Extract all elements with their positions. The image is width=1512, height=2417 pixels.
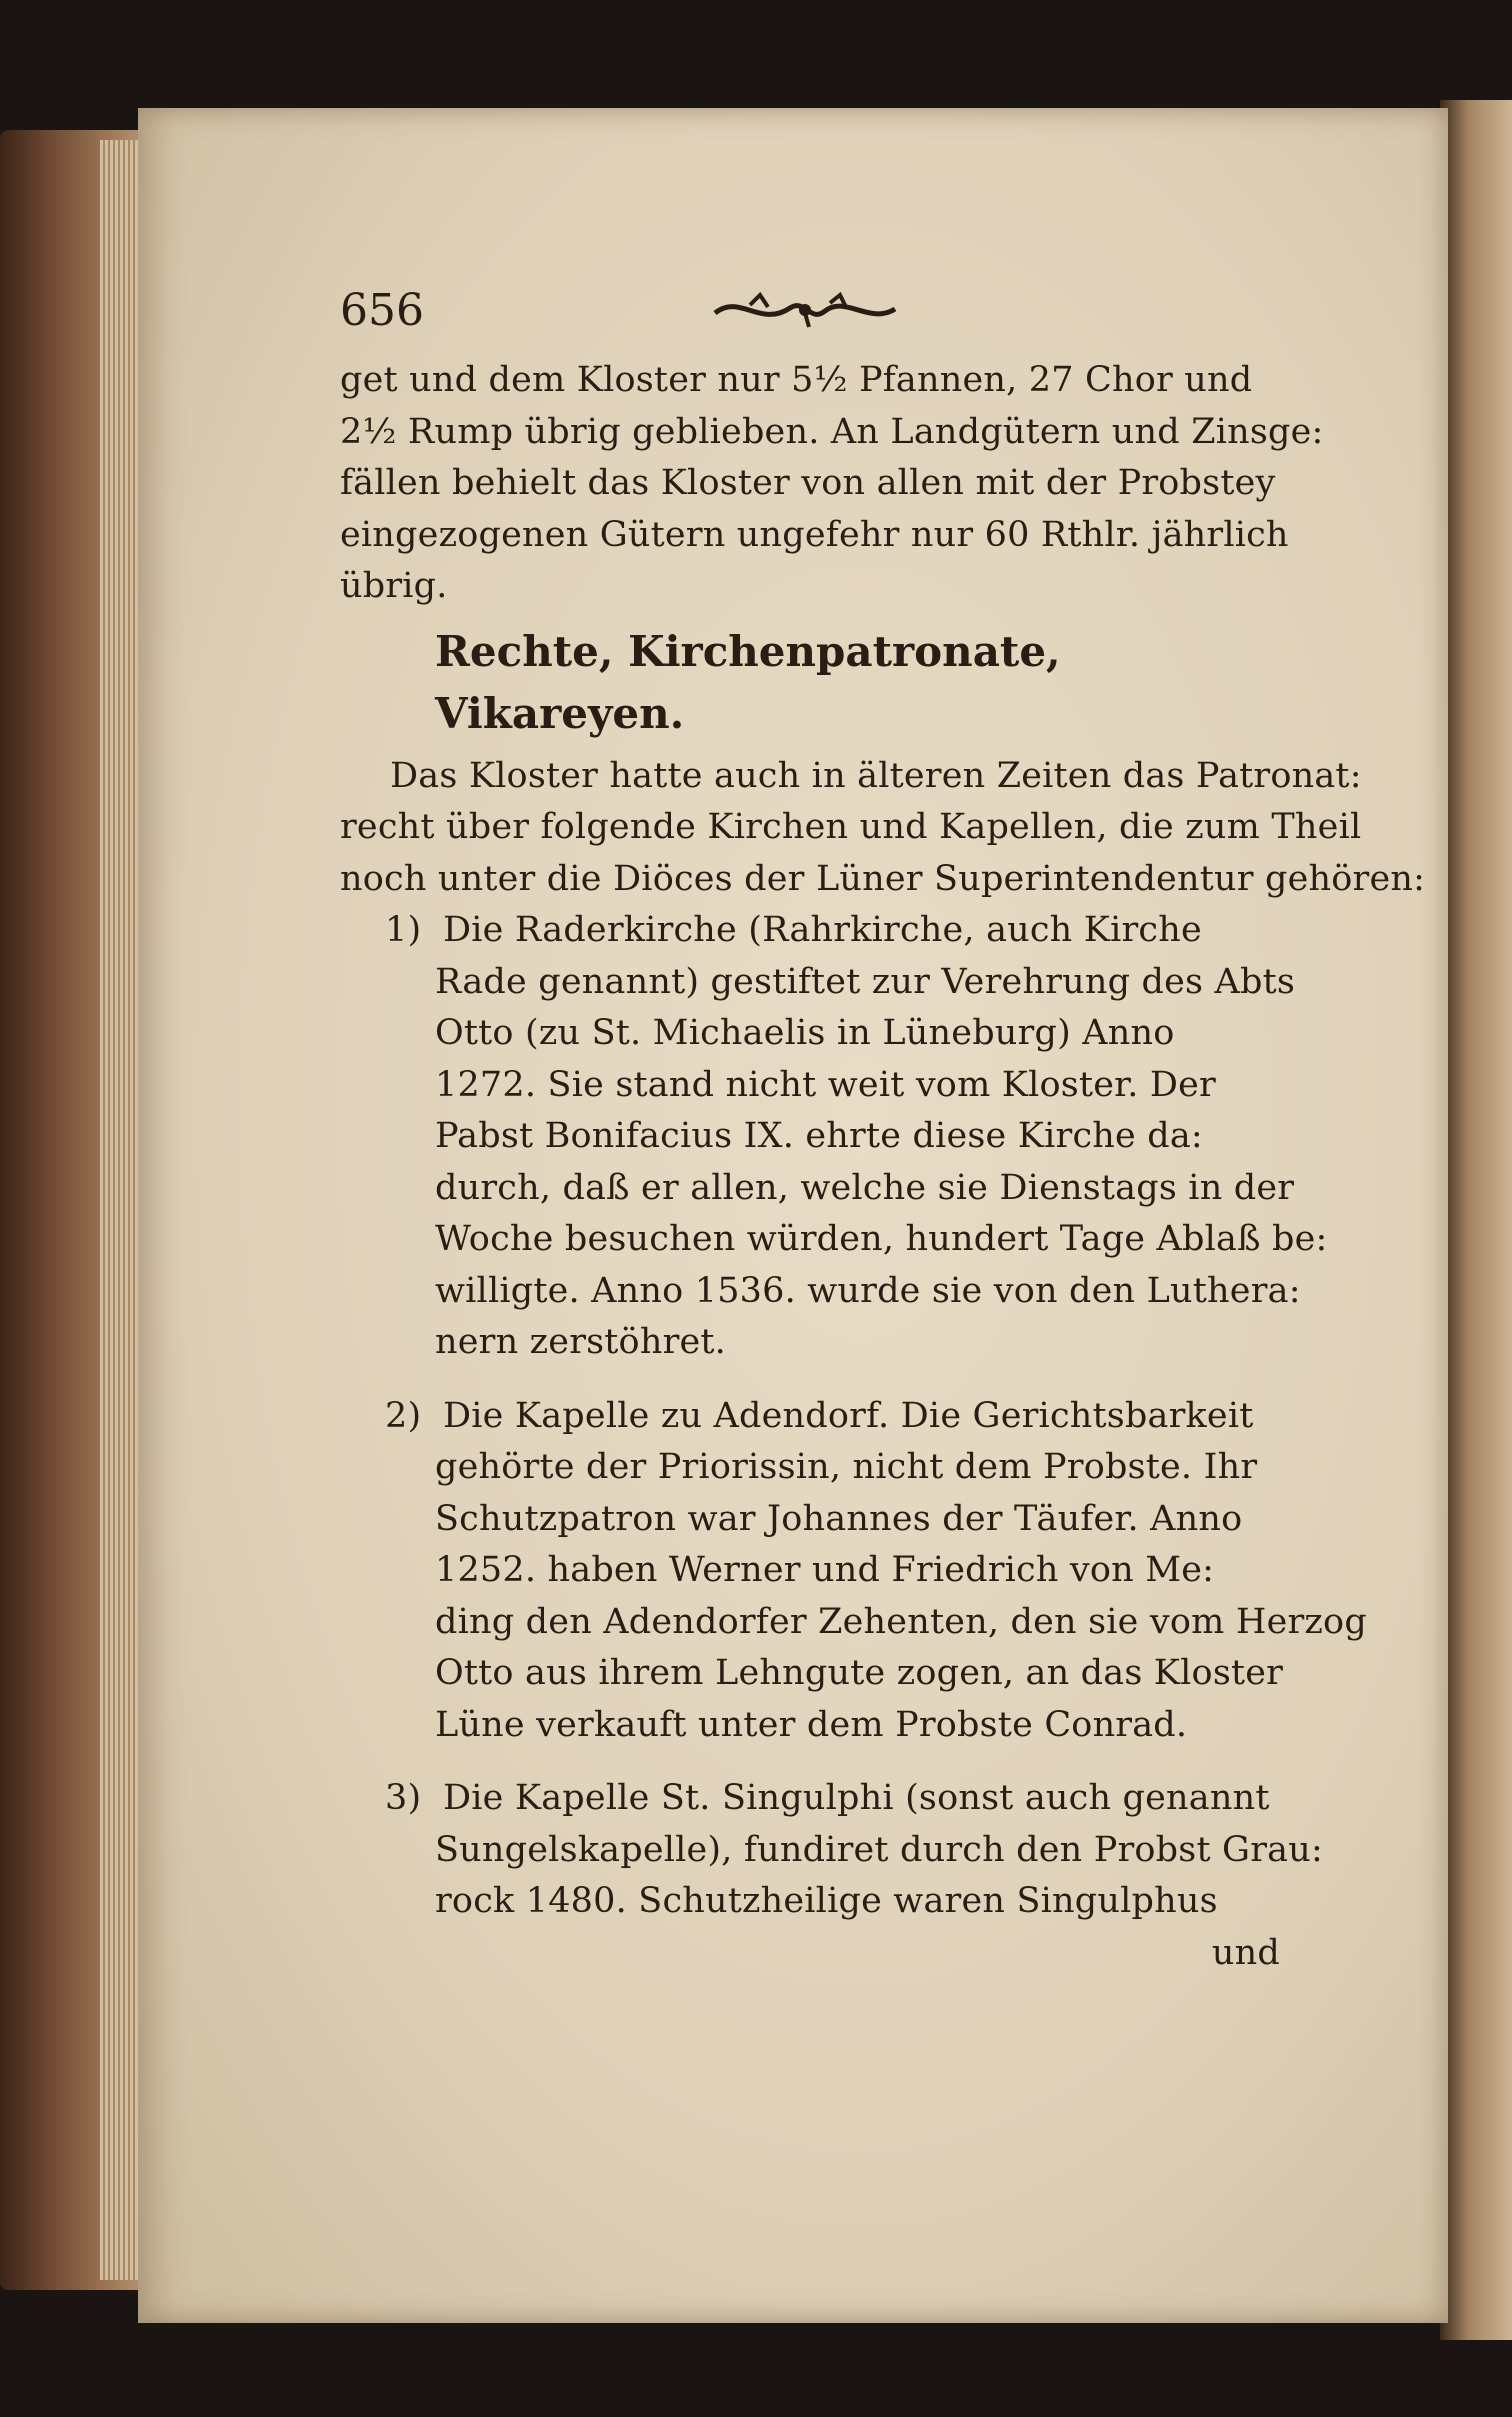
- text-line: gehörte der Priorissin, nicht dem Probste. Ihr: [435, 1447, 1258, 1487]
- text-line: Otto (zu St. Michaelis in Lüneburg) Anno: [435, 1013, 1175, 1053]
- text-line: Schutzpatron war Johannes der Täufer. Anno: [435, 1498, 1243, 1539]
- text-line: Woche besuchen würden, hundert Tage Ablaß be:: [435, 1219, 1328, 1259]
- section-title: Rechte, Kirchenpatronate, Vikareyen.: [435, 626, 1061, 738]
- text-line: recht über folgende Kirchen und Kapellen, die zum Theil: [340, 807, 1362, 847]
- text-line: Rade genannt) gestiftet zur Verehrung des Abts: [435, 961, 1296, 1002]
- list-item-text: Die Kapelle zu Adendorf. Die Gerichtsbarkeit: [443, 1395, 1254, 1436]
- text-line: ding den Adendorfer Zehenten, den sie vom Herzog: [435, 1601, 1367, 1642]
- text-line: nern zerstöhret.: [435, 1322, 727, 1362]
- list-item-text: Die Kapelle St. Singulphi (sonst auch genannt: [443, 1778, 1270, 1818]
- intro-paragraph: [340, 751, 1426, 906]
- list-item: [340, 905, 1328, 1369]
- text-line: Otto aus ihrem Lehngute zogen, an das Kloster: [435, 1653, 1284, 1693]
- page-text: [340, 275, 1426, 2075]
- list-item-first-line: [340, 905, 1290, 957]
- catchword: und: [1211, 1932, 1280, 1973]
- text-line: übrig.: [340, 566, 448, 606]
- text-line: Das Kloster hatte auch in älteren Zeiten das Patronat:: [390, 755, 1362, 796]
- list-item-first-line: [340, 1391, 1290, 1443]
- ornament-icon: [710, 283, 900, 338]
- page-number: 656: [340, 285, 424, 336]
- page-header: [340, 275, 1290, 355]
- text-line: Sungelskapelle), fundiret durch den Probst Grau:: [435, 1829, 1323, 1870]
- list-item: [340, 1391, 1367, 1752]
- text-line: 1252. haben Werner und Friedrich von Me:: [435, 1550, 1215, 1590]
- text-line: Lüne verkauft unter dem Probste Conrad.: [435, 1704, 1188, 1745]
- text-line: get und dem Kloster nur 5½ Pfannen, 27 Chor und: [340, 360, 1253, 400]
- text-line: durch, daß er allen, welche sie Dienstags in der: [435, 1167, 1295, 1208]
- list-item-number: 3): [385, 1778, 422, 1818]
- text-line: fällen behielt das Kloster von allen mit der Probstey: [340, 463, 1276, 503]
- top-paragraph: [340, 355, 1324, 613]
- list-item-number: 2): [385, 1395, 422, 1436]
- book-edge-right: [1440, 100, 1512, 2340]
- list-item: [340, 1773, 1323, 1928]
- list-item-number: 1): [385, 910, 422, 950]
- text-line: Pabst Bonifacius IX. ehrte diese Kirche da:: [435, 1116, 1203, 1156]
- text-line: eingezogenen Gütern ungefehr nur 60 Rthlr. jährlich: [340, 514, 1289, 555]
- spacer: [340, 1369, 1290, 1391]
- text-line: 2½ Rump übrig geblieben. An Landgütern und Zinsge:: [340, 411, 1324, 452]
- text-line: rock 1480. Schutzheilige waren Singulphus: [435, 1881, 1218, 1921]
- book-edge-left: [0, 130, 150, 2290]
- text-line: willigte. Anno 1536. wurde sie von den Luthera:: [435, 1270, 1301, 1311]
- text-line: 1272. Sie stand nicht weit vom Kloster. Der: [435, 1064, 1216, 1105]
- text-line: noch unter die Diöces der Lüner Superintendentur gehören:: [340, 858, 1426, 899]
- list-item-first-line: [340, 1773, 1290, 1825]
- list-item-text: Die Raderkirche (Rahrkirche, auch Kirche: [443, 910, 1202, 950]
- spacer: [340, 1751, 1290, 1773]
